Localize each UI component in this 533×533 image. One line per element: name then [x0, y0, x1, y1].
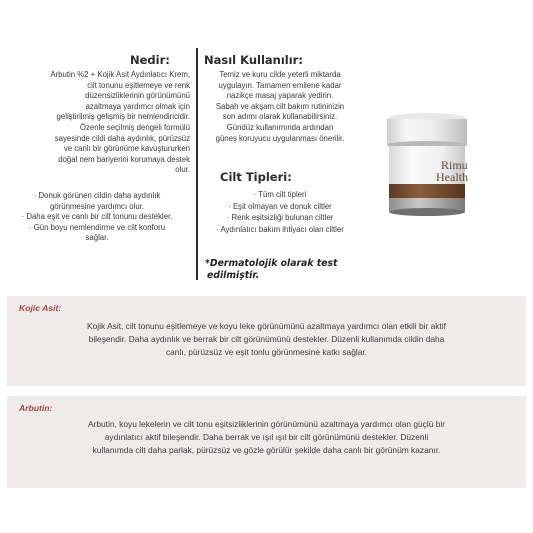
text-line: Özenle seçilmiş dengeli formülü: [79, 122, 190, 132]
kojic-body: [17, 320, 516, 358]
text-line: ve canlı bir görünüme kavuştururken: [63, 144, 190, 154]
nasil-instructions: [196, 70, 364, 144]
list-item: · Eşit olmayan ve donuk ciltler: [228, 201, 332, 211]
text-line: son adımı olarak kullanabilirsiniz.: [222, 112, 338, 122]
text-line: cilt tonunu eşitlemeye ve renk: [87, 80, 190, 90]
text-line: bileşendir. Daha aydınlık ve berrak bir cilt görünümünü destekler. Düzenli kullanımda cildin daha: [88, 333, 445, 344]
text-line: azaltmaya yardımcı olmak için: [85, 101, 190, 111]
product-jar-image: [384, 112, 470, 220]
text-line: aydınlatıcı aktif bileşendir. Daha berrak ve ışıl ışıl bir cilt görünümünü destekler. Düzenli: [104, 431, 429, 442]
list-item: · Renk eşitsizliği bulunan ciltler: [226, 213, 334, 223]
bullet-item: [4, 191, 190, 212]
brand-mark-2: Health: [436, 170, 468, 184]
jar-bottom: [389, 208, 465, 216]
text-line: Arbutin, koyu lekelerin ve cilt tonu eşitsizliklerinin görünümünü azaltmaya yardımcı olan güçlü bir: [87, 419, 446, 429]
text-line: Temiz ve kuru cilde yeterli miktarda: [219, 70, 341, 79]
cilt-title: Cilt Tipleri:: [220, 170, 292, 184]
arbutin-body: [17, 418, 516, 456]
nasil-title: Nasıl Kullanılır:: [204, 53, 303, 67]
text-line: Gündüz kullanımında ardından: [226, 122, 334, 132]
text-line: Arbutin %2 + Kojik Asit Aydınlatıcı Krem,: [50, 70, 190, 79]
arbutin-panel: [7, 396, 526, 488]
text-line: · Donuk görünen cildin daha aydınlık: [33, 191, 161, 200]
nedir-title: Nedir:: [130, 53, 170, 67]
arbutin-title: Arbutin:: [19, 403, 53, 413]
note-line: edilmiştir.: [207, 270, 260, 281]
text-line: düzensizliklerinin görünümünü: [85, 91, 190, 101]
text-line: sayesinde cildi daha aydınlık, pürüzsüz: [54, 133, 190, 143]
nedir-bullets: [4, 191, 190, 244]
bullet-item: [4, 212, 190, 223]
text-line: güneş koruyucu uygulanması önerilir.: [215, 133, 345, 143]
text-line: uygulayın. Tamamen emilene kadar: [218, 80, 342, 90]
jar-svg: [384, 112, 470, 220]
list-item: · Aydınlatıcı bakım ihtiyacı olan ciltler: [216, 224, 344, 234]
text-line: nazikçe masaj yaparak yedirin.: [226, 91, 334, 101]
text-line: canlı, pürüzsüz ve eşit tonlu görünmesine katkı sağlar.: [165, 346, 368, 357]
text-line: kullanımda cilt daha parlak, pürüzsüz ve gözle görülür şekilde daha canlı bir görünüm kazanır.: [92, 444, 441, 455]
nedir-paragraph: [4, 70, 190, 176]
kojic-title: Kojic Asit:: [19, 303, 62, 313]
text-line: geliştirilmiş gelişmiş bir nemlendiricidir.: [56, 112, 190, 122]
text-line: Sabah ve akşam cilt bakım rutininizin: [215, 101, 345, 111]
dermatological-note: [205, 258, 337, 282]
brand-mark-1: Rimu: [441, 158, 468, 172]
text-line: doğal nem bariyerini korumaya destek: [58, 154, 190, 164]
note-line: *Dermatolojik olarak test: [205, 258, 338, 269]
kojic-panel: [7, 296, 526, 386]
text-line: görünmesine yardımcı olur.: [49, 201, 145, 211]
text-line: · Gün boyu nemlendirme ve cilt konforu: [28, 222, 166, 232]
text-line: · Daha eşit ve canlı bir cilt tonunu destekler.: [21, 212, 173, 222]
text-line: sağlar.: [85, 233, 109, 243]
cilt-list: [196, 189, 364, 235]
bullet-item: [4, 223, 190, 244]
jar-band: [389, 184, 465, 198]
text-line: Kojik Asit, cilt tonunu eşitlemeye ve koyu leke görünümünü azaltmaya yardımcı olan etkili bir aktif: [87, 321, 446, 331]
text-line: olur.: [175, 165, 190, 175]
list-item: · Tüm cilt tipleri: [253, 190, 307, 199]
